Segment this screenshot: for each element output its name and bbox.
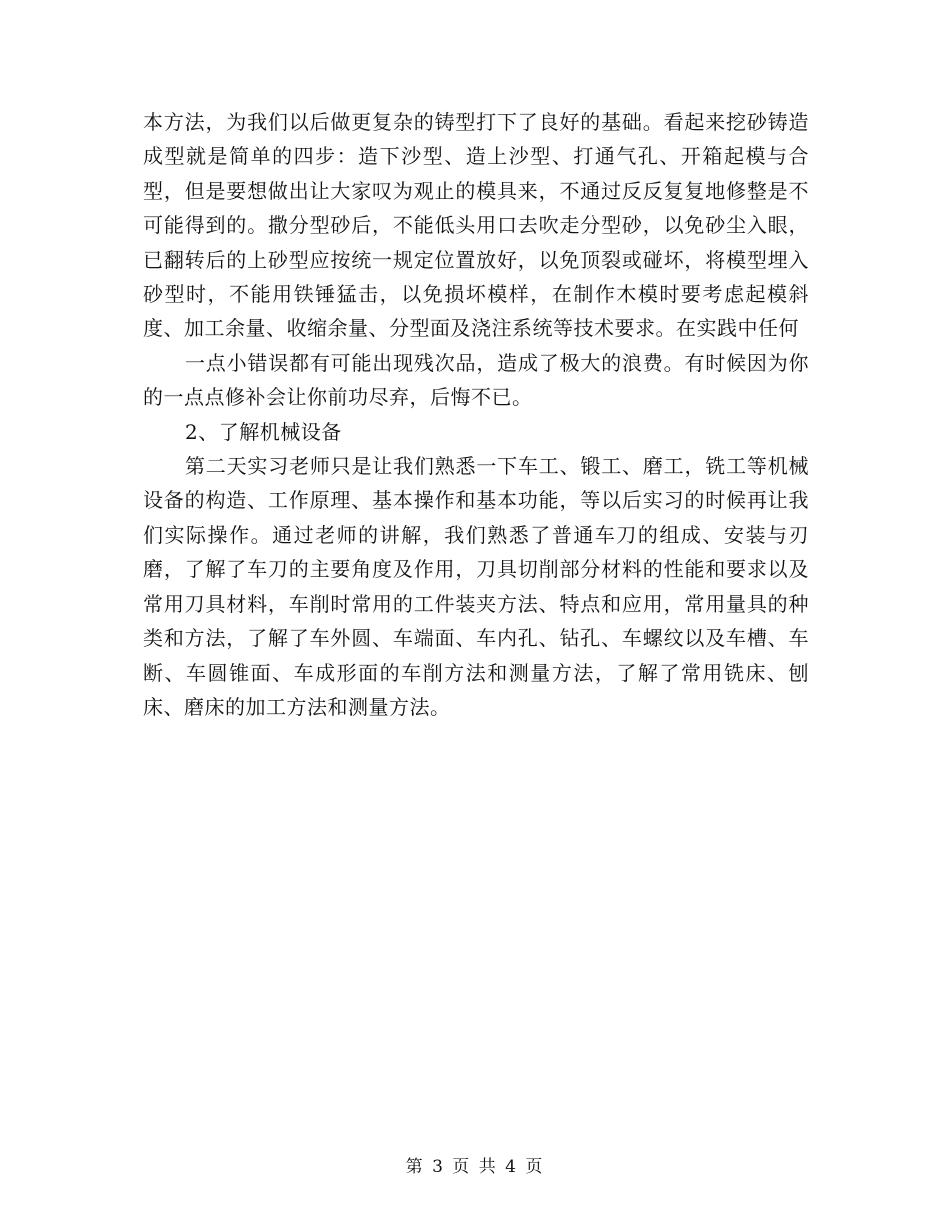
paragraph-small-errors: 一点小错误都有可能出现残次品，造成了极大的浪费。有时候因为你的一点点修补会让你前功尽弃，后悔不已。	[143, 350, 809, 410]
paragraph-casting-method: 本方法，为我们以后做更复杂的铸型打下了良好的基础。看起来挖砂铸造成型就是简单的四步：造下沙型、造上沙型、打通气孔、开箱起模与合型，但是要想做出让大家叹为观止的模具来，不通过反反复复地修整是不可能得到的。撒分型砂后，不能低头用口去吹走分型砂，以免砂尘入眼，已翻转后的上砂型应按统一规定位置放好，以免顶裂或碰坏，将模型埋入砂型时，不能用铁锤猛击，以免损坏模样，在制作木模时要考虑起模斜度、加工余量、收缩余量、分型面及浇注系统等技术要求。在实践中任何	[143, 110, 809, 341]
page-footer: 第 3 页 共 4 页	[405, 1157, 545, 1177]
section-heading-machinery: 2、了解机械设备	[185, 419, 342, 444]
paragraph-machinery-details: 第二天实习老师只是让我们熟悉一下车工、锻工、磨工，铣工等机械设备的构造、工作原理、基本操作和基本功能，等以后实习的时候再让我们实际操作。通过老师的讲解，我们熟悉了普通车刀的组成、安装与刃磨，了解了车刀的主要角度及作用，刀具切削部分材料的性能和要求以及常用刀具材料，车削时常用的工件装夹方法、特点和应用，常用量具的种类和方法，了解了车外圆、车端面、车内孔、钻孔、车螺纹以及车槽、车断、车圆锥面、车成形面的车削方法和测量方法，了解了常用铣床、刨床、磨床的加工方法和测量方法。	[143, 454, 809, 719]
body-text	[143, 105, 809, 724]
